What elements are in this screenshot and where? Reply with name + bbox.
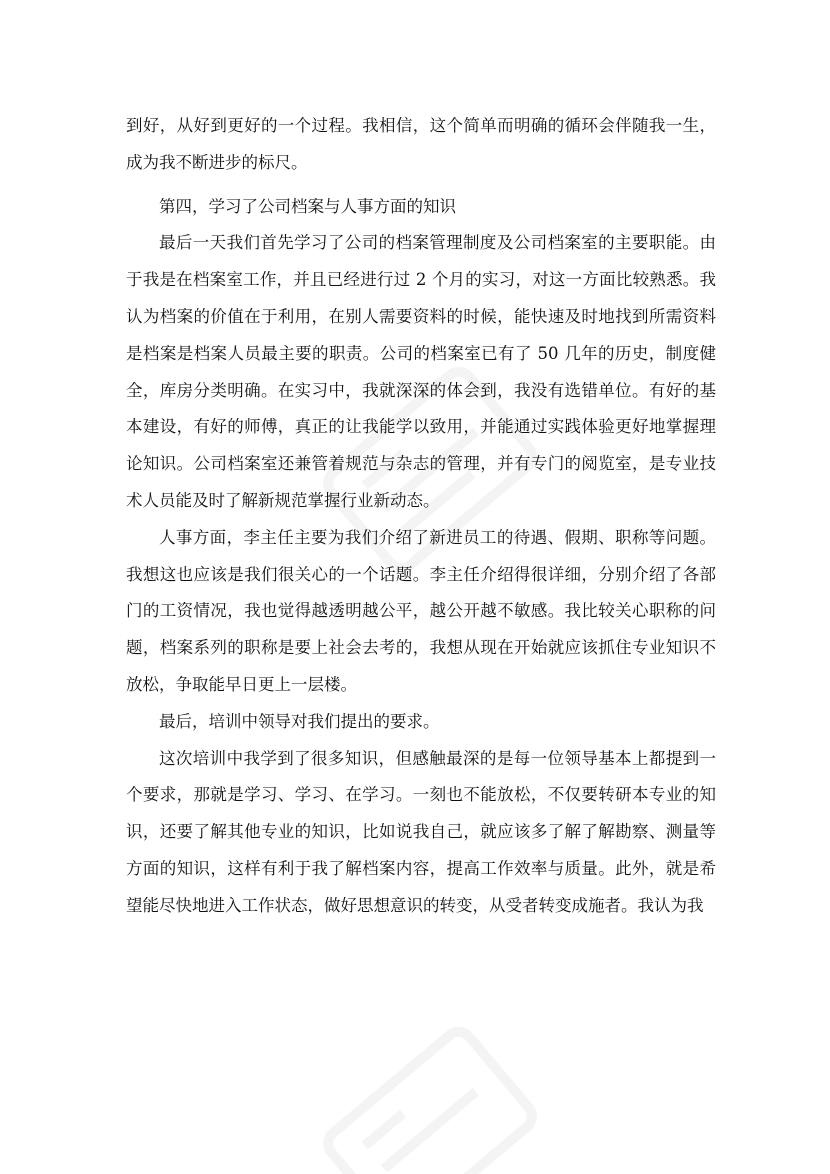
watermark-logo-bottom [300,1000,560,1174]
paragraph-continuation: 到好，从好到更好的一个过程。我相信，这个简单而明确的循环会伴随我一生，成为我不断进步的标尺。 [126,116,716,172]
paragraph-personnel: 人事方面，李主任主要为我们介绍了新进员工的待遇、假期、职称等问题。我想这也应该是我们很关心的一个话题。李主任介绍得很详细，分别介绍了各部门的工资情况，我也觉得越透明越公平，越公开越不敏感。我比较关心职称的问题，档案系列的职称是要上社会去考的，我想从现在开始就应该抓住专业知识不放松，争取能早日更上一层楼。 [126,527,716,694]
paragraph-requirements: 这次培训中我学到了很多知识，但感触最深的是每一位领导基本上都提到一个要求，那就是学习、学习、在学习。一刻也不能放松，不仅要转研本专业的知识，还要了解其他专业的知识，比如说我自己，就应该多了解了解勘察、测量等方面的知识，这样有利于我了解档案内容，提高工作效率与质量。此外，就是希望能尽快地进入工作状态，做好思想意识的转变，从受者转变成施者。我认为我 [126,748,716,915]
document-body [126,108,716,925]
section-heading-archives: 第四，学习了公司档案与人事方面的知识 [159,196,456,216]
section-heading-requirements: 最后，培训中领导对我们提出的要求。 [159,711,440,731]
paragraph-archives: 最后一天我们首先学习了公司的档案管理制度及公司档案室的主要职能。由于我是在档案室工作，并且已经进行过 2 个月的实习，对这一方面比较熟悉。我认为档案的价值在于利用，在别人需要资料的时候，能快速及时地找到所需资料是档案是档案人员最主要的职责。公司的档案室已有了 50 几年的历史，制度健全，库房分类明确。在实习中，我就深深的体会到，我没有选错单位。有好的基本建设，有好的师傅，真正的让我能学以致用，并能通过实践体验更好地掌握理论知识。公司档案室还兼管着规范与杂志的管理，并有专门的阅览室，是专业技术人员能及时了解新规范掌握行业新动态。 [126,233,716,510]
